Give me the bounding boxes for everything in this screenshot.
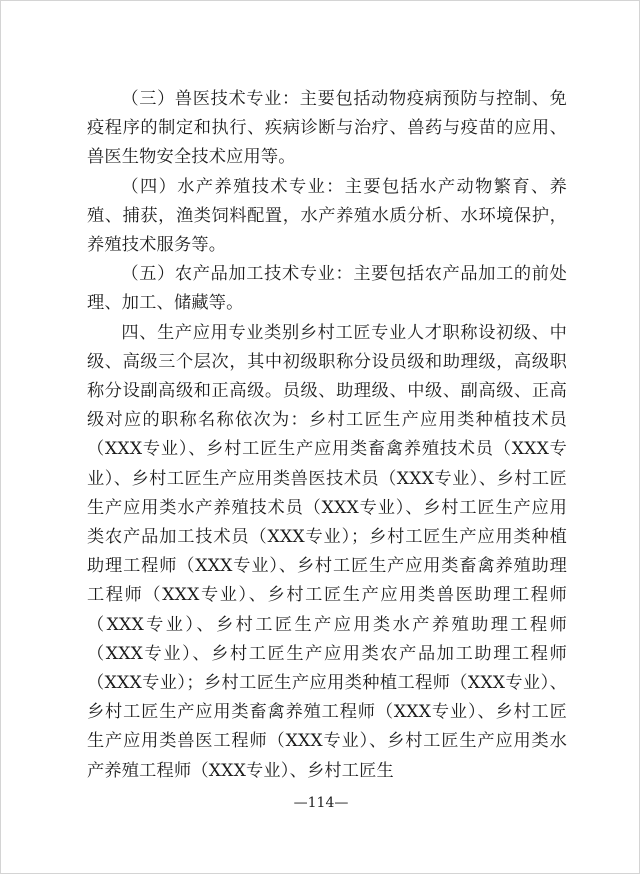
- page-number: —114—: [293, 795, 349, 811]
- paragraph-title-levels: 四、生产应用专业类别乡村工匠专业人才职称设初级、中级、高级三个层次，其中初级职称分设员级和助理级，高级职称分设副高级和正高级。员级、助理级、中级、副高级、正高级对应的职称名称依次为：乡村工匠生产应用类种植技术员（XXX专业）、乡村工匠生产应用类畜禽养殖技术员（XXX专业）、乡村工匠生产应用类兽医技术员（XXX专业）、乡村工匠生产应用类水产养殖技术员（XXX专业）、乡村工匠生产应用类农产品加工技术员（XXX专业）；乡村工匠生产应用类种植助理工程师（XXX专业）、乡村工匠生产应用类畜禽养殖助理工程师（XXX专业）、乡村工匠生产应用类兽医助理工程师（XXX专业）、乡村工匠生产应用类水产养殖助理工程师（XXX专业）、乡村工匠生产应用类农产品加工助理工程师（XXX专业）；乡村工匠生产应用类种植工程师（XXX专业）、乡村工匠生产应用类畜禽养殖工程师（XXX专业）、乡村工匠生产应用类兽医工程师（XXX专业）、乡村工匠生产应用类水产养殖工程师（XXX专业）、乡村工匠生: [87, 322, 567, 781]
- document-body: [87, 85, 567, 786]
- paragraph-aquaculture: （四）水产养殖技术专业：主要包括水产动物繁育、养殖、捕获，渔类饲料配置，水产养殖水质分析、水环境保护，养殖技术服务等。: [87, 176, 567, 256]
- paragraph-agri-processing: （五）农产品加工技术专业：主要包括农产品加工的前处理、加工、储藏等。: [87, 264, 567, 314]
- paragraph-veterinary: （三）兽医技术专业：主要包括动物疫病预防与控制、免疫程序的制定和执行、疾病诊断与治疗、兽药与疫苗的应用、兽医生物安全技术应用等。: [87, 89, 567, 168]
